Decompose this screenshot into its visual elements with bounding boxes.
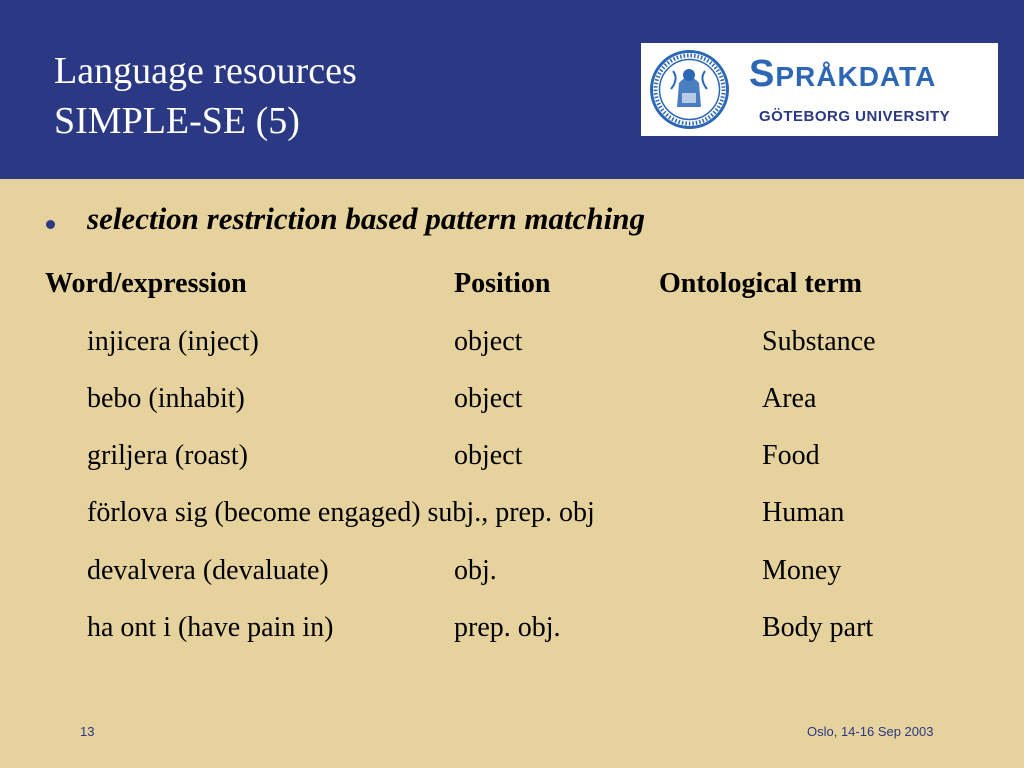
row-word: devalvera (devaluate) [87,555,329,586]
row-word: förlova sig (become engaged) subj., prep. obj [87,497,595,528]
row-position: obj. [454,555,497,586]
row-word: griljera (roast) [87,440,248,471]
logo-subtitle: GÖTEBORG UNIVERSITY [759,108,951,125]
title-line-1: Language resources [54,50,357,92]
row-ontological-term: Human [762,497,845,528]
row-word: bebo (inhabit) [87,383,245,414]
row-ontological-term: Area [762,383,817,414]
row-position: object [454,440,523,471]
column-header-word: Word/expression [45,268,247,299]
row-word: injicera (inject) [87,326,259,357]
title-line-2: SIMPLE-SE (5) [54,100,300,142]
logo-name-initial: S [749,53,776,95]
university-seal-icon [649,49,730,130]
footer-event: Oslo, 14-16 Sep 2003 [807,724,934,739]
bullet-dot-icon [46,220,55,229]
bullet-text: selection restriction based pattern matching [87,201,646,236]
row-ontological-term: Body part [762,612,874,643]
logo-name-rest: PRÅKDATA [775,61,937,92]
row-position: object [454,383,523,414]
row-word: ha ont i (have pain in) [87,612,334,643]
row-position: object [454,326,523,357]
column-header-ontological-term: Ontological term [659,268,862,299]
page-number: 13 [80,724,95,739]
row-ontological-term: Food [762,440,820,471]
slide-title [54,46,357,146]
logo-name [749,53,936,96]
sprakdata-logo [641,43,998,136]
row-ontological-term: Money [762,555,842,586]
row-position: prep. obj. [454,612,561,643]
row-ontological-term: Substance [762,326,876,357]
column-header-position: Position [454,268,551,299]
slide-header [0,0,1024,179]
